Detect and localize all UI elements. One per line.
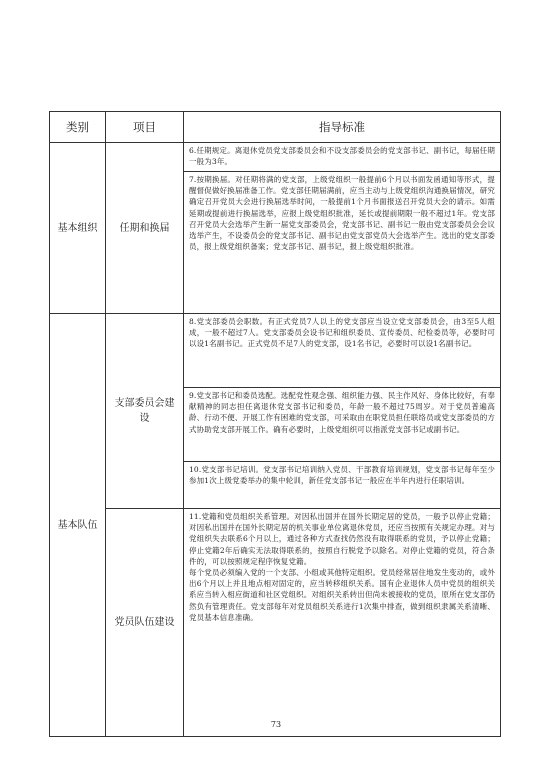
standard-cell: [184, 388, 501, 462]
guidance-table: [49, 111, 501, 737]
table-row: [50, 314, 501, 388]
table-header-row: [50, 112, 501, 143]
item-party-member-team-building: 党员队伍建设: [106, 509, 184, 737]
standard-10: 10.党支部书记培训。党支部书记培训纳入党员、干部教育培训规划，党支部书记每年至少参加1次上级党委举办的集中轮训，新任党支部书记一般应在半年内进行任职培训。: [189, 465, 495, 486]
standard-7: 7.按期换届。对任期将满的党支部，上级党组织一般提前6个月以书面发函通知等形式，提醒督促做好换届准备工作。党支部任期届满前，应当主动与上级党组织沟通换届情况，研究确定召开党员大会进行换届选举时间，一般提前1个月书面报送召开党员大会的请示。如需延期或提前进行换届选举，应报上级党组织批准，延长或提前期限一般不超过1年。党支部召开党员大会选举产生新一届党支部委员会，党支部书记、副书记一般由党支部委员会会议选举产生，不设委员会的党支部书记、副书记由党支部党员大会选举产生。选出的党支部委员，报上级党组织备案；党支部书记、副书记，报上级党组织批准。: [189, 175, 495, 252]
header-category: 类别: [50, 112, 106, 143]
table-row: [50, 509, 501, 737]
standard-8: 8.党支部委员会职数。有正式党员7人以上的党支部应当设立党支部委员会，由3至5人组成，一般不超过7人。党支部委员会设书记和组织委员、宣传委员、纪检委员等，必要时可以设1名副书记。正式党员不足7人的党支部，设1名书记，必要时可以设1名副书记。: [189, 317, 495, 349]
standard-11-part1: 11.党籍和党员组织关系管理。对因私出国并在国外长期定居的党员，一般予以停止党籍；对因私出国并在国外长期定居的机关事业单位离退休党员，还应当按照有关规定办理。对与党组织失去联系6个月以上，通过各种方式查找仍然没有取得联系的党员，予以停止党籍；停止党籍2年后确实无法取得联系的，按照自行脱党予以除名。对停止党籍的党员，符合条件的，可以按照规定程序恢复党籍。: [189, 512, 495, 566]
standard-cell: [184, 462, 501, 509]
standard-cell: [184, 509, 501, 737]
standard-cell: [184, 172, 501, 314]
item-branch-committee-building: 支部委员会建设: [106, 314, 184, 509]
header-standard: 指导标准: [184, 112, 501, 143]
page-number: 73: [270, 720, 282, 729]
standard-cell: [184, 314, 501, 388]
item-term-and-election: 任期和换届: [106, 143, 184, 314]
category-basic-team: 基本队伍: [50, 314, 106, 737]
standard-cell: [184, 143, 501, 172]
standard-9: 9.党支部书记和委员选配。选配党性观念强、组织能力强、民主作风好、身体比较好，有奉献精神的同志担任离退休党支部书记和委员，年龄一般不超过75周岁。对于党员普遍高龄、行动不便、开展工作有困难的党支部，可采取由在职党员担任联络员或党支部委员的方式协助党支部开展工作。确有必要时，上级党组织可以指派党支部书记或副书记。: [189, 391, 495, 434]
header-item: 项目: [106, 112, 184, 143]
table-row: [50, 143, 501, 172]
standard-6: 6.任期规定。离退休党员党支部委员会和不设支部委员会的党支部书记、副书记，每届任期一般为3年。: [189, 146, 495, 167]
category-basic-organization: 基本组织: [50, 143, 106, 314]
standard-11-part2: 每个党员必须编入党的一个支部、小组或其他特定组织。党员经常居住地发生变动的，或外出6个月以上并且地点相对固定的，应当转移组织关系。国有企业退休人员中党员的组织关系应当转入相应街道和社区党组织。对组织关系转出但尚未被接收的党员，原所在党支部仍然负有管理责任。党支部每年对党员组织关系进行1次集中排查，做到组织隶属关系清晰、党员基本信息准确。: [189, 568, 495, 622]
